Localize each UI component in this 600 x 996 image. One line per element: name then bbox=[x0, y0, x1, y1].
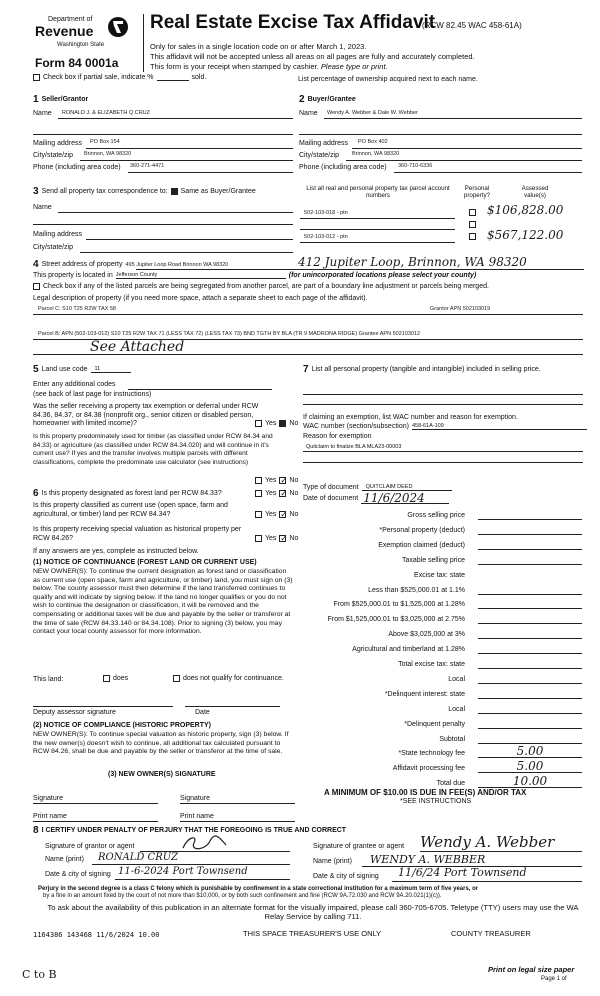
parcel-line-2 bbox=[300, 242, 455, 243]
additional-codes-label: Enter any additional codes bbox=[33, 381, 116, 388]
doc-date-row: Date of document 11/6/2024 bbox=[303, 493, 449, 504]
new-owner-print-label-2: Print name bbox=[180, 813, 214, 820]
segregated-checkbox[interactable] bbox=[33, 283, 40, 290]
dept-line1: Department of bbox=[48, 16, 93, 23]
minimum-due-note: A MINIMUM OF $10.00 IS DUE IN FEE(S) AND/OR TAX bbox=[324, 788, 527, 797]
notice2-title: (2) NOTICE OF COMPLIANCE (HISTORIC PROPERTY) bbox=[33, 722, 211, 729]
wac-row: WAC number (section/subsection) 458-61A-109 bbox=[303, 423, 587, 430]
tax-row-value[interactable] bbox=[478, 671, 582, 684]
tax-row-label: *State technology fee bbox=[398, 750, 465, 758]
parcel-column-header: List all real and personal property tax parcel account numbers bbox=[306, 185, 450, 199]
personal-checkbox-extra[interactable] bbox=[469, 221, 476, 228]
form-title: Real Estate Excise Tax Affidavit bbox=[150, 12, 436, 33]
doc-type-row: Type of document QUITCLAIM DEED bbox=[303, 484, 452, 491]
legal-line-1 bbox=[33, 314, 583, 315]
tax-row-label: Local bbox=[448, 675, 465, 683]
seller-city-line bbox=[80, 160, 293, 161]
buyer-name-value[interactable]: Wendy A. Webber & Dale W. Webber bbox=[327, 110, 418, 116]
historic-question: Is this property receiving special valuation as historical property per RCW 84.26? bbox=[33, 526, 242, 542]
wa-logo-icon bbox=[107, 14, 129, 40]
buyer-mail-label: Mailing address bbox=[299, 140, 349, 147]
seller-name-label: Name bbox=[33, 110, 52, 117]
tax-row-value[interactable]: 5.00 bbox=[478, 745, 582, 758]
grantee-date-label: Date & city of signing bbox=[313, 873, 379, 880]
tax-row-value[interactable] bbox=[478, 701, 582, 714]
current-use-no-checkbox[interactable]: ✓ bbox=[280, 510, 288, 519]
historic-yes-checkbox[interactable] bbox=[255, 535, 262, 542]
county-value[interactable]: Jefferson County bbox=[116, 272, 286, 279]
tax-row-value[interactable] bbox=[478, 686, 582, 699]
historic-yes-no: Yes ✓ No bbox=[255, 535, 298, 542]
see-back-label: (see back of last page for instructions) bbox=[33, 391, 152, 398]
new-owner-signature-title: (3) NEW OWNER(S) SIGNATURE bbox=[108, 771, 216, 778]
tax-row-label: Affidavit processing fee bbox=[392, 765, 465, 773]
tax-row-label: Less than $525,000.01 at 1.1% bbox=[368, 586, 465, 594]
any-yes-note: If any answers are yes, complete as instructed below. bbox=[33, 548, 199, 555]
parcel-b-text[interactable]: Parcel B: APN (502-103-012) S10 T25 R2W TAX 71 (LESS TAX 72) (LESS TAX 73) BND TGTH BY BLA (TR 9 MADRONA RIDGE) Grantee APN 502103012 bbox=[38, 331, 421, 337]
tax-row-label: Subtotal bbox=[439, 735, 465, 743]
personal-property-line-1 bbox=[303, 394, 583, 395]
assessed-value-2[interactable]: $567,122.00 bbox=[487, 228, 564, 242]
notice2-text: NEW OWNER(S): To continue special valuation as historic property, sign (3) below. If the new owner(s) doesn't wish to continue, all additional tax calculated pursuant to RCW 84.26, shall be due and payable by the seller or transferor at the time of sale. bbox=[33, 731, 289, 756]
land-use-row: 5 Land use code 11 bbox=[33, 364, 131, 375]
seller-heading: 1 Seller/Grantor bbox=[33, 94, 89, 105]
street-handwritten-value: 412 Jupiter Loop, Brinnon, WA 98320 bbox=[298, 255, 527, 269]
section3-mail-line bbox=[86, 239, 293, 240]
does-checkbox[interactable] bbox=[103, 675, 110, 682]
tax-row-value[interactable] bbox=[478, 537, 582, 550]
grantor-date-line bbox=[115, 879, 290, 880]
section3-city-line bbox=[80, 252, 293, 253]
deputy-date-line bbox=[185, 706, 280, 707]
tax-row-value[interactable] bbox=[478, 731, 582, 744]
section3-name-label: Name bbox=[33, 204, 52, 211]
personal-checkbox-1[interactable] bbox=[469, 209, 476, 216]
reason-row: Reason for exemption bbox=[303, 433, 372, 440]
seller-phone-line bbox=[128, 172, 293, 173]
reason-value[interactable]: Quitclaim to finalize BLA MLA23-00003 bbox=[306, 444, 402, 450]
parcel-number-2[interactable]: 502-103-012 - ptn bbox=[304, 234, 348, 240]
seller-city-value[interactable]: Brinnon, WA 98320 bbox=[84, 151, 132, 157]
section3-mail-label: Mailing address bbox=[33, 231, 83, 238]
new-owner-sig-line-1 bbox=[33, 803, 158, 804]
county-row: This property is located in Jefferson County (for unincorporated locations please select your county) bbox=[33, 272, 477, 279]
grantor-name-line bbox=[92, 864, 290, 865]
street-typed-value[interactable]: 495 Jupiter Loop Road Brinnon WA 98320 bbox=[125, 261, 229, 268]
exemption-claim-label: If claiming an exemption, list WAC number and reason for exemption. bbox=[303, 414, 518, 421]
parcel-line-1 bbox=[300, 218, 455, 219]
exemption-no-checkbox[interactable] bbox=[279, 420, 286, 427]
tax-row-value[interactable] bbox=[478, 507, 582, 520]
tax-row-label: Agricultural and timberland at 1.28% bbox=[352, 646, 465, 654]
personal-checkbox-2[interactable] bbox=[469, 233, 476, 240]
does-not-checkbox[interactable] bbox=[173, 675, 180, 682]
personal-property-line-2 bbox=[303, 404, 583, 405]
forest-yes-no: Yes ✓ No bbox=[255, 490, 298, 497]
timber-no-checkbox[interactable]: ✓ bbox=[280, 476, 288, 485]
page-number: Page 1 of bbox=[541, 976, 567, 982]
assessed-column-header: Assessed value(s) bbox=[521, 185, 549, 199]
tax-row-value[interactable] bbox=[478, 582, 582, 595]
treasurer-only: THIS SPACE TREASURER'S USE ONLY bbox=[243, 929, 382, 938]
new-owner-print-line-2 bbox=[180, 821, 295, 822]
buyer-phone-value[interactable]: 360-710-6336 bbox=[398, 163, 433, 169]
current-use-yes-no: Yes ✓ No bbox=[255, 511, 298, 518]
parcel-line-blank bbox=[300, 229, 455, 230]
partial-sale-checkbox[interactable] bbox=[33, 74, 40, 81]
buyer-blank-line bbox=[299, 134, 582, 135]
tax-row-value[interactable] bbox=[478, 611, 582, 624]
tax-row-label: Exemption claimed (deduct) bbox=[378, 541, 465, 549]
seller-name-line bbox=[58, 118, 293, 119]
header-divider bbox=[143, 14, 144, 72]
dor-logo bbox=[33, 14, 133, 54]
buyer-phone-line bbox=[394, 172, 582, 173]
tax-row-label: Above $3,025,000 at 3% bbox=[388, 631, 465, 639]
tax-row-label: Excise tax: state bbox=[414, 571, 465, 579]
tax-row-label: *Personal property (deduct) bbox=[379, 526, 465, 534]
land-use-value[interactable]: 11 bbox=[91, 366, 131, 373]
personal-column-header: Personal property? bbox=[463, 185, 491, 199]
grantee-name-value[interactable]: WENDY A. WEBBER bbox=[370, 853, 486, 866]
dept-line3: Washington State bbox=[57, 42, 105, 48]
legal-description-label: Legal description of property (if you need more space, attach a separate sheet to each page of the affidavit). bbox=[33, 295, 368, 302]
section7-heading: 7 List all personal property (tangible and intangible) included in selling price. bbox=[303, 364, 541, 375]
grantee-name-label: Name (print) bbox=[313, 858, 352, 865]
this-land-label: This land: bbox=[33, 676, 64, 683]
tax-row-value[interactable] bbox=[478, 522, 582, 535]
does-not-option: does not qualify for continuance. bbox=[173, 675, 284, 682]
grantor-date-label: Date & city of signing bbox=[45, 871, 111, 878]
see-instructions-note: *SEE INSTRUCTIONS bbox=[400, 798, 472, 805]
see-attached: See Attached bbox=[90, 339, 185, 355]
grantor-sig-label: Signature of grantor or agent bbox=[45, 843, 135, 850]
does-option: does bbox=[103, 675, 128, 682]
grantor-apn[interactable]: Grantor APN 502103019 bbox=[430, 306, 491, 312]
reason-line bbox=[303, 451, 583, 452]
reason-line-2 bbox=[303, 462, 583, 463]
tax-row-value[interactable] bbox=[478, 641, 582, 654]
section3-name-line bbox=[58, 212, 293, 213]
forest-yes-checkbox[interactable] bbox=[255, 490, 262, 497]
dept-line2: Revenue bbox=[35, 23, 94, 39]
grantor-signature[interactable] bbox=[180, 833, 230, 853]
certify-row: 8 I CERTIFY UNDER PENALTY OF PERJURY THAT THE FOREGOING IS TRUE AND CORRECT bbox=[33, 825, 347, 836]
tax-row-value[interactable]: 5.00 bbox=[478, 760, 582, 773]
deputy-date-label: Date bbox=[195, 709, 210, 716]
exemption-question: Was the seller receiving a property tax exemption or deferral under RCW 84.36, 84.37, or 84.38 (nonprofit org., senior citizen or disabled person, homeowner with limited income)? bbox=[33, 403, 259, 427]
section3-blank-line bbox=[33, 224, 293, 225]
same-as-buyer-checkbox[interactable] bbox=[171, 188, 178, 195]
parcel-number-1[interactable]: 502-103-018 - ptn bbox=[304, 210, 348, 216]
legal-line-3 bbox=[33, 354, 583, 355]
grantee-date-value[interactable]: 11/6/24 Port Townsend bbox=[398, 866, 527, 879]
seller-mail-label: Mailing address bbox=[33, 140, 83, 147]
partial-sale-row: Check box if partial sale, indicate % sold. bbox=[33, 74, 206, 81]
form-rcw: (RCW 82.45 WAC 458-61A) bbox=[422, 21, 522, 30]
timber-yes-no: Yes ✓ No bbox=[255, 477, 298, 484]
doc-type-value[interactable]: QUITCLAIM DEED bbox=[362, 484, 452, 491]
grantee-sig-value[interactable]: Wendy A. Webber bbox=[420, 833, 555, 851]
deputy-signature-label: Deputy assessor signature bbox=[33, 709, 116, 716]
corner-note: C to B bbox=[22, 968, 57, 981]
buyer-heading: 2 Buyer/Grantee bbox=[299, 94, 356, 105]
form-number: Form 84 0001a bbox=[35, 56, 119, 70]
seller-phone-label: Phone (including area code) bbox=[33, 164, 121, 171]
new-owner-sig-label-1: Signature bbox=[33, 795, 63, 802]
alt-format-note: To ask about the availability of this publication in an alternate format for the visually impaired, please call 360-705-6705. Teletype (TTY) users may use the WA Relay Service by calling 711. bbox=[47, 903, 579, 921]
doc-date-value[interactable]: 11/6/2024 bbox=[361, 493, 449, 504]
exemption-yes-checkbox[interactable] bbox=[255, 420, 262, 427]
perjury-note-2: by a fine in an amount fixed by the court of not more than $10,000, or by both such confinement and fine (RCW 9A.72.030 and RCW 9A.20.021(1)(c)). bbox=[43, 893, 442, 899]
forest-land-row: 6 Is this property designated as forest land per RCW 84.33? bbox=[33, 488, 222, 499]
grantor-name-label: Name (print) bbox=[45, 856, 84, 863]
assessed-value-1[interactable]: $106,828.00 bbox=[487, 203, 564, 217]
additional-codes-line bbox=[128, 389, 272, 390]
seller-city-label: City/state/zip bbox=[33, 152, 74, 159]
tax-row-label: Total excise tax: state bbox=[398, 661, 465, 668]
tax-row-label: *Delinquent penalty bbox=[404, 720, 465, 728]
tax-row-value[interactable] bbox=[478, 552, 582, 565]
new-owner-sig-label-2: Signature bbox=[180, 795, 210, 802]
buyer-city-value[interactable]: Brinnon, WA 98320 bbox=[352, 151, 400, 157]
tax-row-label: Gross selling price bbox=[407, 512, 465, 519]
tax-row-label: Total due bbox=[436, 780, 465, 788]
buyer-mail-value[interactable]: PO Box 402 bbox=[358, 139, 388, 145]
tax-row-value[interactable]: 10.00 bbox=[478, 775, 582, 788]
tax-row-value[interactable] bbox=[478, 626, 582, 639]
buyer-phone-label: Phone (including area code) bbox=[299, 164, 387, 171]
legal-size-note: Print on legal size paper bbox=[488, 965, 575, 974]
tax-row-label: *Delinquent interest: state bbox=[384, 690, 465, 698]
list-percentage-note: List percentage of ownership acquired next to each name. bbox=[298, 76, 478, 83]
notice1-text: NEW OWNER(S): To continue the current designation as forest land or classification as current use (open space, farm and agriculture, or timber) land, you must sign on (3) below. The county assessor must then determine if the land transferred continues to qualify and will indicate by signing below. If the land no longer qualifies or you do not wish to continue the designation or classification, it will be removed and the compensating or additional taxes will be due and payable by the seller or transferor at the time of sale (RCW 84.33.140 or 84.34.108). Prior to signing (3) below, you may contact your local county assessor for more information. bbox=[33, 568, 293, 636]
parcel-c-text[interactable]: Parcel C: S10 T25 R2W TAX 58 bbox=[38, 306, 116, 312]
buyer-name-line bbox=[324, 118, 582, 119]
header-note2: This affidavit will not be accepted unless all areas on all pages are fully and accurately completed. bbox=[150, 52, 475, 61]
tax-row-value[interactable] bbox=[478, 596, 582, 609]
new-owner-print-label-1: Print name bbox=[33, 813, 67, 820]
tax-row-label: From $525,000.01 to $1,525,000 at 1.28% bbox=[333, 601, 465, 609]
current-use-yes-checkbox[interactable] bbox=[255, 511, 262, 518]
receipt-line: 1164386 143468 11/6/2024 10.00 bbox=[33, 931, 160, 939]
new-owner-print-line-1 bbox=[33, 821, 158, 822]
current-use-question: Is this property classified as current use (open space, farm and agricultural, or timber) land per RCW 84.34? bbox=[33, 502, 228, 518]
street-line bbox=[136, 269, 584, 270]
grantee-date-line bbox=[392, 881, 582, 882]
grantee-sig-label: Signature of grantee or agent bbox=[313, 843, 405, 850]
historic-no-checkbox[interactable]: ✓ bbox=[280, 534, 288, 543]
segregated-row: Check box if any of the listed parcels are being segregated from another parcel, are part of a boundary line adjustment or parcels being merged. bbox=[33, 283, 489, 290]
buyer-name-label: Name bbox=[299, 110, 318, 117]
grantee-sig-line bbox=[420, 851, 582, 852]
header-note3: This form is your receipt when stamped by cashier. Please type or print. bbox=[150, 62, 388, 71]
section3-city-label: City/state/zip bbox=[33, 244, 74, 251]
buyer-mail-line bbox=[352, 148, 582, 149]
seller-blank-line bbox=[33, 134, 293, 135]
seller-phone-value[interactable]: 360-271-4471 bbox=[130, 163, 165, 169]
wac-value[interactable]: 458-61A-109 bbox=[412, 423, 587, 430]
tax-row-value[interactable] bbox=[478, 716, 582, 729]
timber-question: Is this property predominately used for timber (as classified under RCW 84.34 and 84.33) or agriculture (as classified under RCW 84.34.020) and will continue in it's current use? If yes and the transfer involves multiple parcels with different classifications, complete the predominate use calculator (see instructions) bbox=[33, 433, 273, 466]
tax-row-label: Taxable selling price bbox=[401, 556, 465, 564]
grantor-date-value[interactable]: 11-6-2024 Port Townsend bbox=[118, 866, 248, 877]
seller-mail-value[interactable]: PO Box 154 bbox=[90, 139, 120, 145]
tax-row-value[interactable] bbox=[478, 656, 582, 669]
perjury-note-1: Perjury in the second degree is a class C felony which is punishable by confinement in a state correctional institution for a maximum term of five years, or bbox=[38, 886, 479, 892]
grantor-name-value[interactable]: RONALD CRUZ bbox=[98, 852, 179, 863]
forest-no-checkbox[interactable]: ✓ bbox=[280, 489, 288, 498]
seller-mail-line bbox=[86, 148, 293, 149]
header-note1: Only for sales in a single location code on or after March 1, 2023. bbox=[150, 42, 367, 51]
deputy-sig-line bbox=[33, 706, 173, 707]
exemption-yes-no: Yes No bbox=[255, 420, 298, 427]
new-owner-sig-line-2 bbox=[180, 803, 295, 804]
seller-name-value[interactable]: RONALD J. & ELIZABETH Q CRUZ bbox=[62, 110, 151, 116]
county-treasurer: COUNTY TREASURER bbox=[451, 929, 531, 938]
timber-yes-checkbox[interactable] bbox=[255, 477, 262, 484]
street-address-row: 4 Street address of property 495 Jupiter Loop Road Brinnon WA 98320 bbox=[33, 259, 229, 270]
buyer-city-label: City/state/zip bbox=[299, 152, 340, 159]
notice1-title: (1) NOTICE OF CONTINUANCE (FOREST LAND OR CURRENT USE) bbox=[33, 559, 257, 566]
buyer-city-line bbox=[346, 160, 582, 161]
tax-row-label: From $1,525,000.01 to $3,025,000 at 2.75% bbox=[327, 616, 465, 624]
tax-row-label: Local bbox=[448, 705, 465, 713]
section3-heading: 3 Send all property tax correspondence to: Same as Buyer/Grantee bbox=[33, 186, 256, 197]
